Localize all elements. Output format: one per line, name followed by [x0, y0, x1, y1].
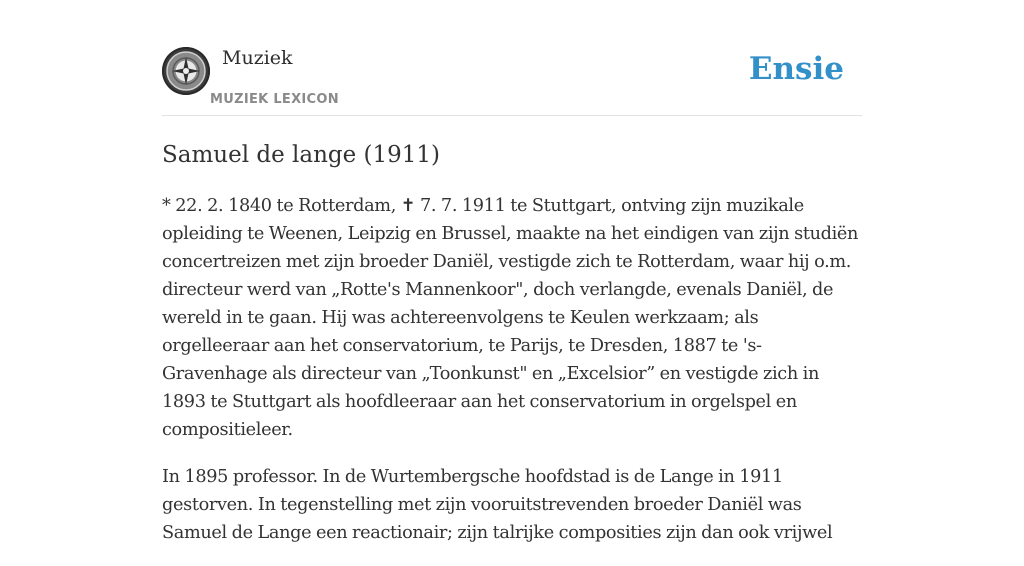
category-subtitle: MUZIEK LEXICON — [210, 92, 339, 107]
article-paragraph: * 22. 2. 1840 te Rotterdam, ✝ 7. 7. 1911 te Stuttgart, ontving zijn muzikale opleiding te Weenen, Leipzig en Brussel, maakte na het eindigen van zijn studiën concertreizen met zijn broeder Daniël, vestigde zich te Rotterdam, waar hij o.m. directeur werd van „Rotte's Mannenkoor", doch verlangde, evenals Daniël, de wereld in te gaan. Hij was achtereenvolgens te Keulen werkzaam; als orgelleeraar aan het conservatorium, te Parijs, te Dresden, 1887 te 's-Gravenhage als directeur van „Toonkunst" en „Excelsior” en vestigde zich in 1893 te Stuttgart als hoofdleeraar aan het conservatorium in orgelspel en compositieleer. — [162, 196, 859, 440]
content-container — [162, 0, 862, 543]
header — [162, 0, 862, 116]
ensie-brand-link[interactable]: Ensie — [748, 51, 844, 87]
article-title: Samuel de lange (1911) — [162, 142, 441, 168]
muziek-logo-icon[interactable] — [162, 47, 210, 95]
article-paragraph: In 1895 professor. In de Wurtembergsche hoofdstad is de Lange in 1911 gestorven. In tegenstelling met zijn vooruitstrevenden broeder Daniël was Samuel de Lange een reactionair; zijn talrijke composities zijn dan ook vrijwel — [162, 467, 833, 543]
article-body — [162, 192, 862, 566]
category-title[interactable]: Muziek — [222, 47, 293, 69]
ornament-icon — [162, 47, 210, 95]
